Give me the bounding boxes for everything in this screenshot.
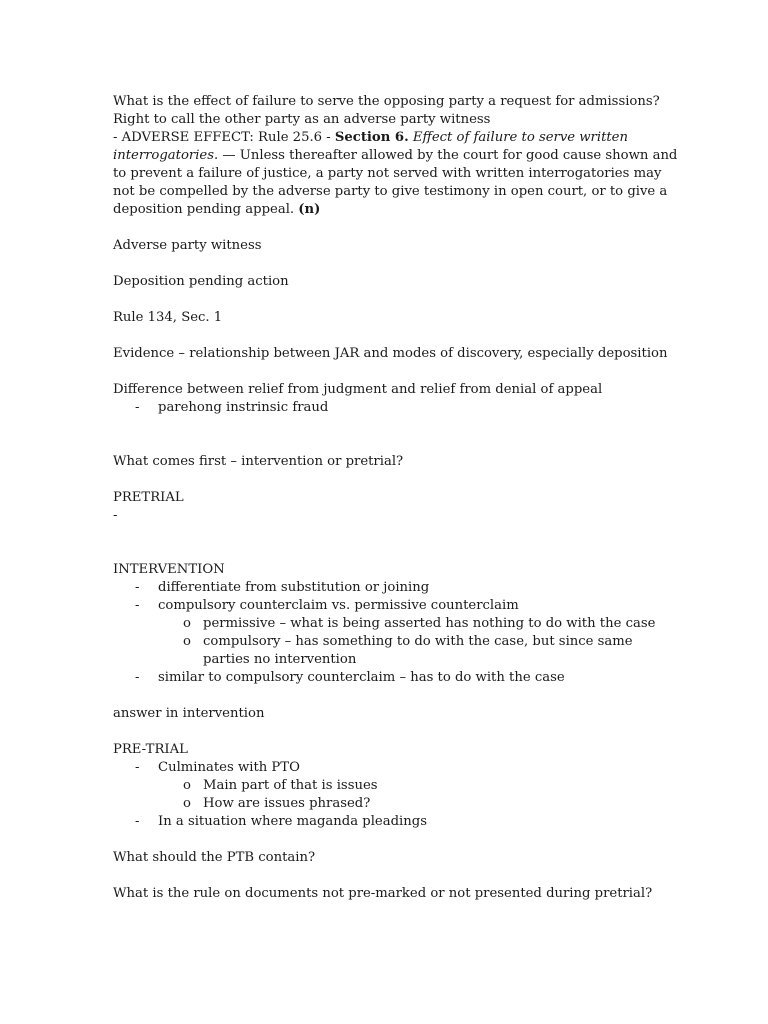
section-6-body-1: — Unless thereafter allowed by the court for good cause shown and (218, 148, 678, 163)
document-page (113, 93, 678, 903)
sub-list-item-text: How are issues phrased? (203, 796, 371, 811)
dash-bullet: - (135, 814, 140, 829)
intervention-heading: INTERVENTION (113, 562, 225, 577)
section-6-title-cont: interrogatories. (113, 148, 219, 163)
circle-bullet: o (183, 778, 191, 793)
answer-adverse-party-witness: Right to call the other party as an adverse party witness (113, 112, 491, 127)
pre-trial-heading: PRE-TRIAL (113, 742, 188, 757)
list-item (113, 669, 661, 687)
list-item (113, 759, 661, 777)
list-item-text: Culminates with PTO (158, 760, 300, 775)
question-request-for-admissions: What is the effect of failure to serve the opposing party a request for admissions? (113, 94, 660, 109)
circle-bullet: o (183, 616, 191, 631)
dash-bullet: - (135, 670, 140, 685)
list-item-text: similar to compulsory counterclaim – has to do with the case (158, 670, 565, 685)
section-6-note: (n) (298, 202, 321, 217)
section-6-text-line-1 (113, 147, 678, 165)
adverse-effect-line (113, 129, 661, 147)
list-item-text: differentiate from substitution or joining (158, 580, 430, 595)
list-item-text: In a situation where maganda pleadings (158, 814, 427, 829)
answer-in-intervention-heading: answer in intervention (113, 706, 265, 721)
relief-difference-heading: Difference between relief from judgment and relief from denial of appeal (113, 382, 603, 397)
pretrial-heading: PRETRIAL (113, 490, 184, 505)
sub-list-item-text-cont: parties no intervention (203, 652, 357, 667)
dash-bullet: - (135, 580, 140, 595)
list-item-text: parehong instrinsic fraud (158, 400, 329, 415)
dash-bullet: - (135, 400, 140, 415)
list-item (113, 579, 661, 597)
evidence-heading: Evidence – relationship between JAR and modes of discovery, especially deposition (113, 346, 668, 361)
paragraph-failure-to-serve (113, 93, 678, 219)
adverse-effect-label: - ADVERSE EFFECT: Rule 25.6 - (113, 130, 335, 145)
deposition-pending-action-heading: Deposition pending action (113, 274, 289, 289)
section-6-title: Effect of failure to serve written (408, 130, 628, 145)
list-item-text: compulsory counterclaim vs. permissive counterclaim (158, 598, 519, 613)
pretrial-dash: - (113, 508, 118, 523)
section-6-text-line-2: to prevent a failure of justice, a party not served with written interrogatories may (113, 166, 662, 181)
circle-bullet: o (183, 796, 191, 811)
sub-list-item (113, 795, 661, 813)
ptb-question: What should the PTB contain? (113, 850, 316, 865)
sub-list-item (113, 777, 661, 795)
list-item (113, 597, 661, 615)
sub-list-item (113, 633, 661, 669)
section-6-text-line-4 (113, 201, 661, 219)
what-comes-first-question: What comes first – intervention or pretrial? (113, 454, 404, 469)
sub-list-item-text: compulsory – has something to do with the case, but since same (203, 634, 633, 649)
list-item (113, 399, 661, 417)
adverse-party-witness-heading: Adverse party witness (113, 238, 262, 253)
dash-bullet: - (135, 598, 140, 613)
sub-list-item-text: Main part of that is issues (203, 778, 378, 793)
list-item (113, 813, 661, 831)
circle-bullet: o (183, 634, 191, 649)
dash-bullet: - (135, 760, 140, 775)
sub-list-item-text: permissive – what is being asserted has nothing to do with the case (203, 616, 656, 631)
section-6-text-line-3: not be compelled by the adverse party to give testimony in open court, or to give a (113, 184, 668, 199)
section-6-body-end: deposition pending appeal. (113, 202, 299, 217)
sub-list-item (113, 615, 661, 633)
documents-question: What is the rule on documents not pre-marked or not presented during pretrial? (113, 886, 653, 901)
rule-134-heading: Rule 134, Sec. 1 (113, 310, 223, 325)
section-6-label: Section 6. (334, 130, 409, 145)
